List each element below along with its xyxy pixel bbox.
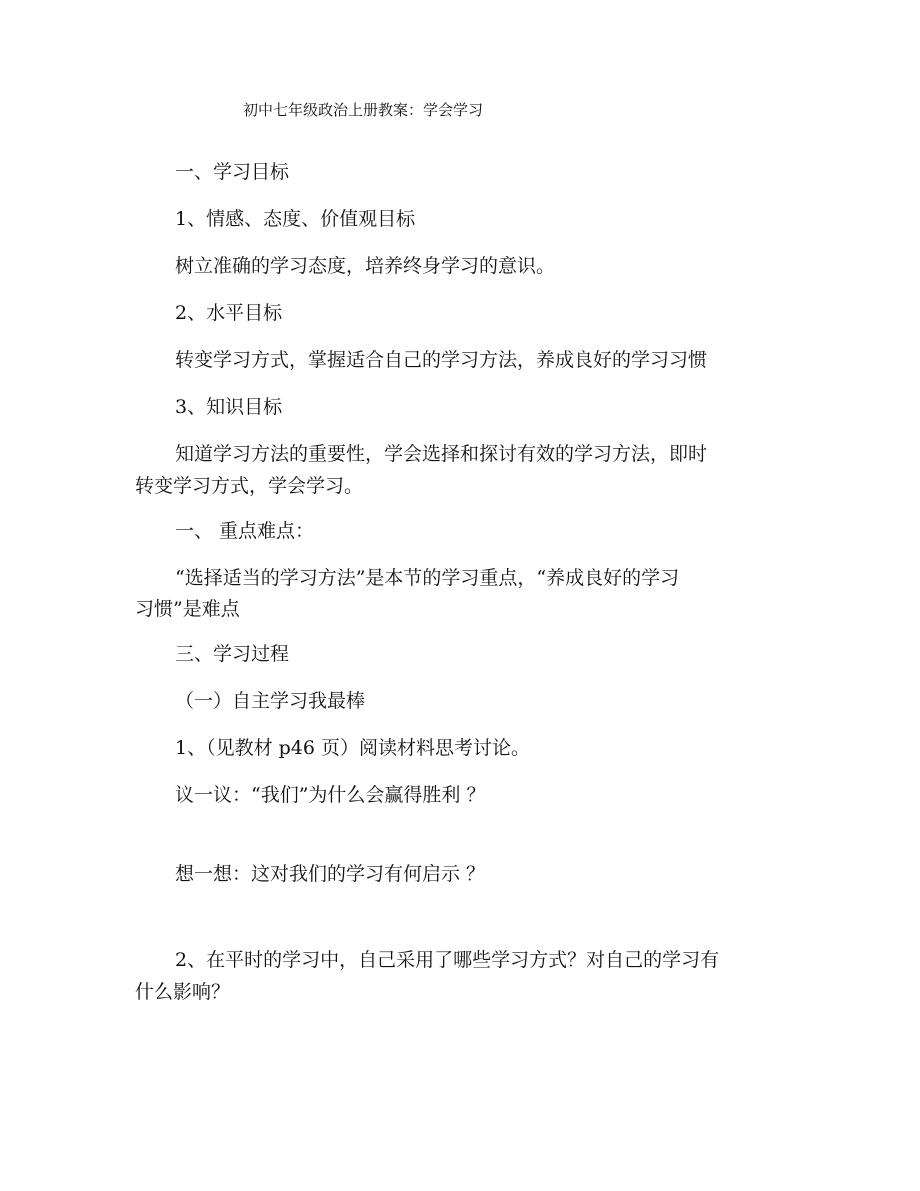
paragraph-learning-methods-line-1: 2、在平时的学习中，自己采用了哪些学习方式？对自己的学习有 — [175, 949, 720, 971]
subheading-knowledge-goal: 3、知识目标 — [175, 396, 283, 418]
subheading-emotion-goal: 1、情感、态度、价值观目标 — [175, 208, 416, 230]
paragraph-knowledge-goal-line-2: 转变学习方式，学会学习。 — [135, 475, 364, 497]
section-heading-objectives: 一、学习目标 — [175, 161, 290, 183]
subheading-ability-goal: 2、水平目标 — [175, 302, 283, 324]
document-title: 初中七年级政治上册教案：学会学习 — [243, 101, 484, 119]
paragraph-ability-goal: 转变学习方式，掌握适合自己的学习方法，养成良好的学习习惯 — [175, 349, 708, 371]
paragraph-key-points-line-2: 习惯”是难点 — [135, 598, 240, 620]
paragraph-key-points-line-1: “选择适当的学习方法”是本节的学习重点，“养成良好的学习 — [175, 567, 680, 589]
paragraph-reading-task: 1、（见教材 p46 页）阅读材料思考讨论。 — [175, 737, 531, 759]
paragraph-emotion-goal: 树立准确的学习态度，培养终身学习的意识。 — [175, 255, 556, 277]
paragraph-reflect-question: 想一想：这对我们的学习有何启示 ？ — [175, 863, 486, 885]
paragraph-knowledge-goal-line-1: 知道学习方法的重要性，学会选择和探讨有效的学习方法，即时 — [175, 443, 708, 465]
paragraph-learning-methods-line-2: 什么影响？ — [135, 981, 231, 1003]
paragraph-discuss-question: 议一议：“我们”为什么会赢得胜利 ？ — [175, 784, 486, 806]
section-heading-process: 三、学习过程 — [175, 643, 290, 665]
section-heading-key-points: 一、 重点难点： — [175, 520, 315, 542]
subheading-self-study: （一）自主学习我最棒 — [175, 690, 366, 712]
